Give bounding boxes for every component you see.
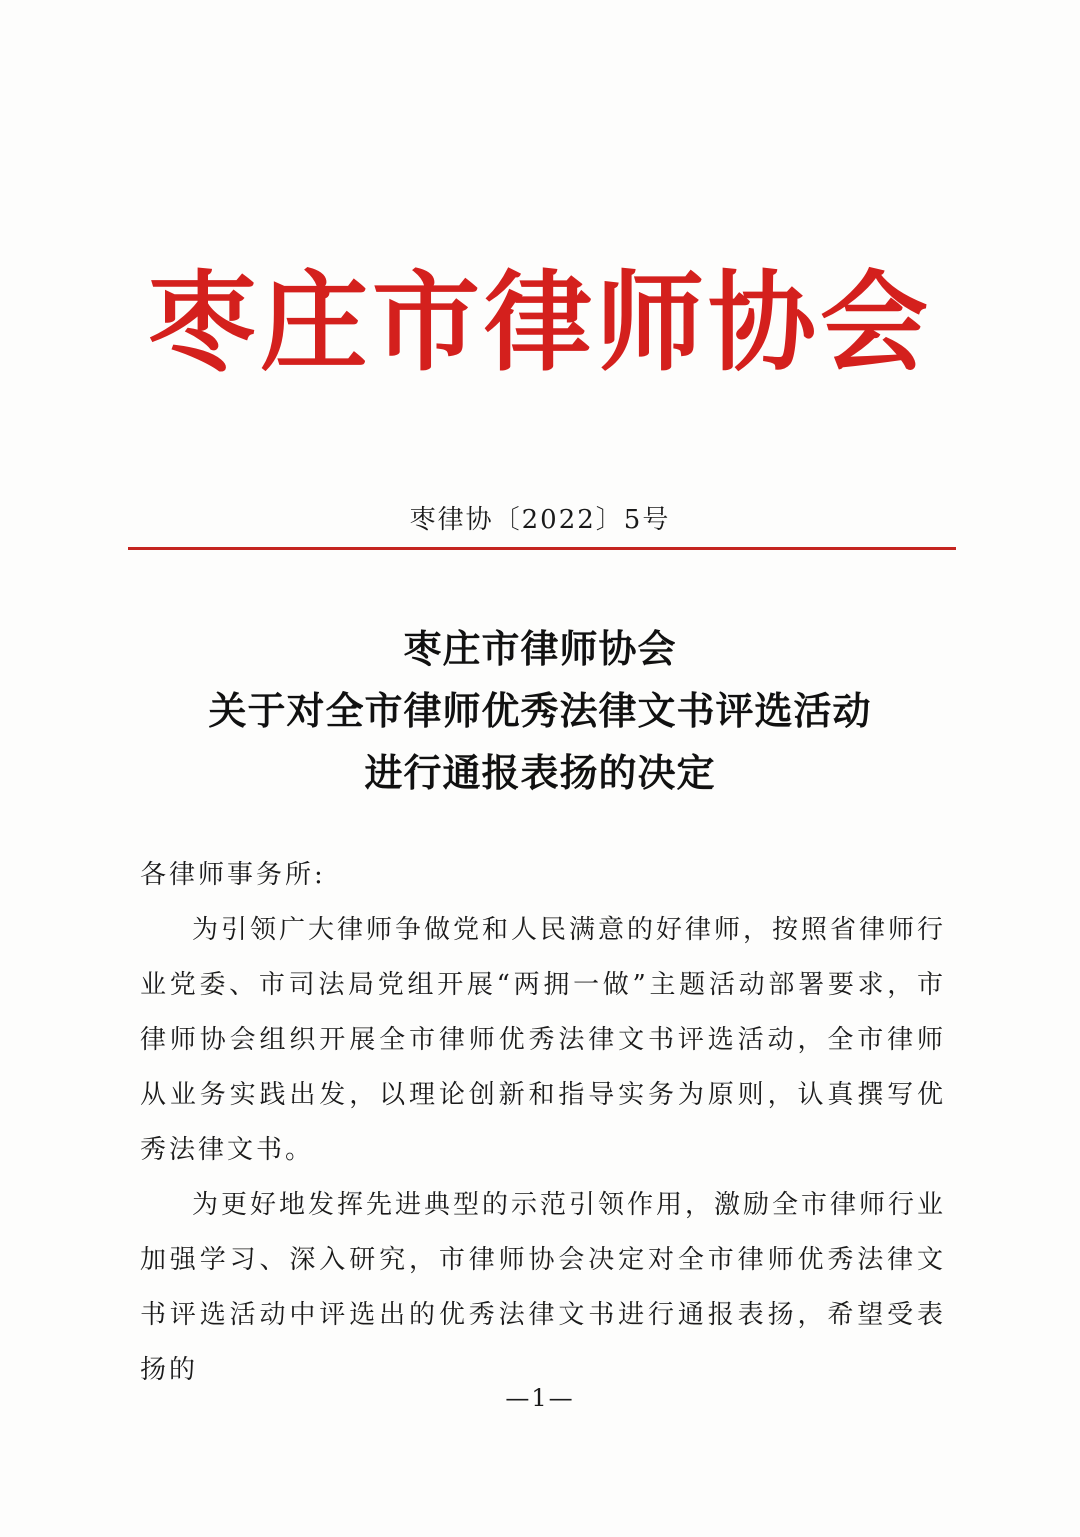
salutation: 各律师事务所: — [140, 860, 326, 890]
title-line-3: 进行通报表扬的决定 — [364, 750, 716, 795]
body-paragraph-2: 为更好地发挥先进典型的示范引领作用，激励全市律师行业加强学习、深入研究，市律师协会决定对全市律师优秀法律文书评选活动中评选出的优秀法律文书进行通报表扬，希望受表扬的 — [140, 1190, 947, 1385]
title-line-1: 枣庄市律师协会 — [403, 626, 677, 671]
masthead-organization-name: 枣庄市律师协会 — [147, 260, 932, 386]
title-line-2: 关于对全市律师优秀法律文书评选活动 — [208, 688, 872, 733]
document-body — [140, 848, 946, 1398]
body-paragraph-1: 为引领广大律师争做党和人民满意的好律师，按照省律师行业党委、市司法局党组开展“两拥一做”主题活动部署要求，市律师协会组织开展全市律师优秀法律文书评选活动，全市律师从业务实践出发，以理论创新和指导实务为原则，认真撰写优秀法律文书。 — [140, 915, 947, 1165]
document-title — [0, 618, 1080, 804]
red-divider-line — [128, 547, 956, 550]
document-number: 枣律协〔2022〕5号 — [409, 505, 671, 535]
page-number: —1— — [505, 1384, 575, 1412]
